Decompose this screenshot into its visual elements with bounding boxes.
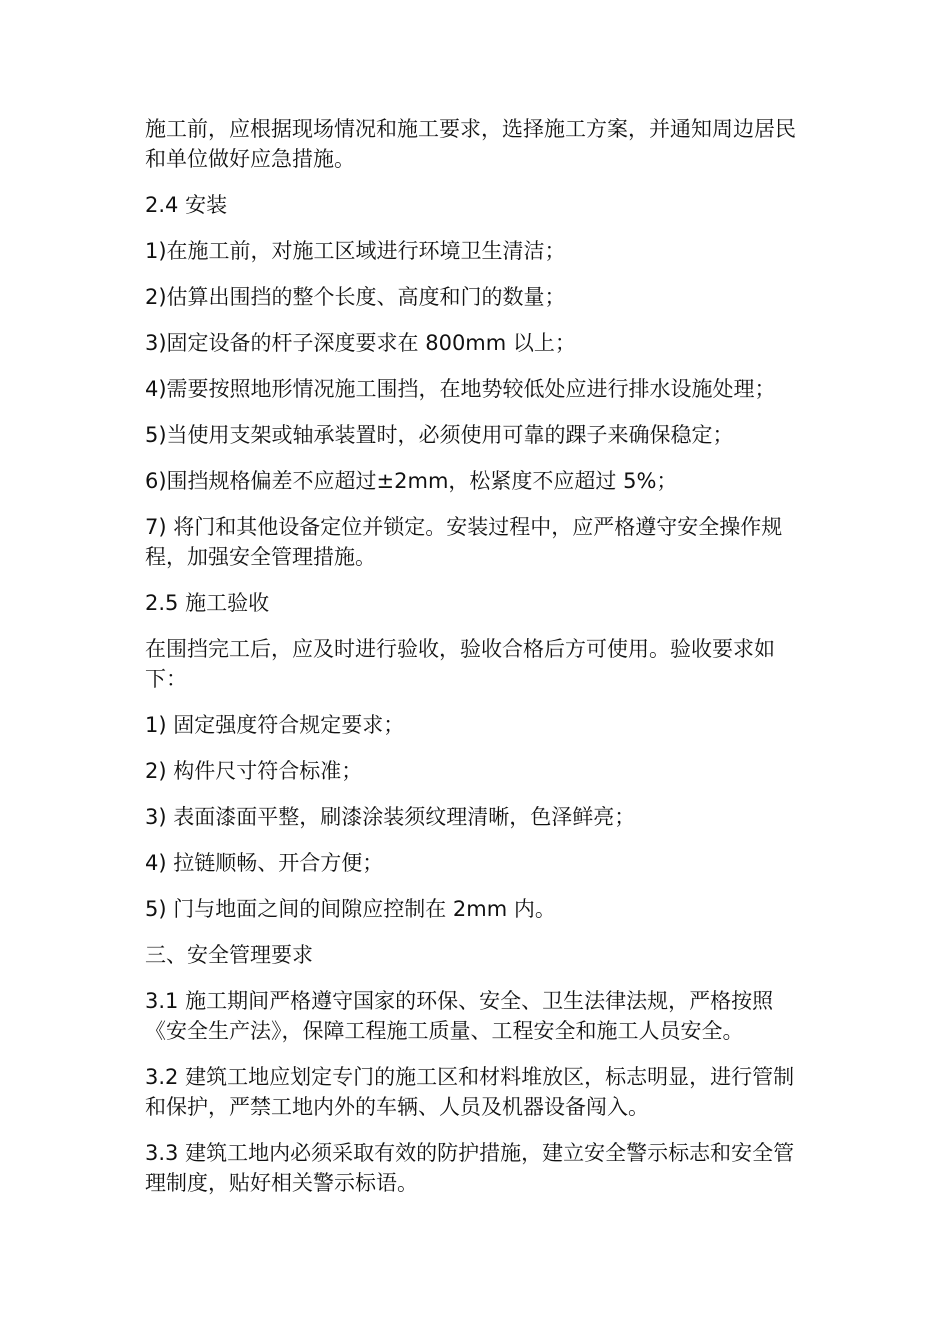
- paragraph-intro: 施工前，应根据现场情况和施工要求，选择施工方案，并通知周边居民和单位做好应急措施。: [145, 117, 796, 171]
- install-step-6: 6)围挡规格偏差不应超过±2mm，松紧度不应超过 5%；: [145, 469, 678, 493]
- acceptance-item-1: 1) 固定强度符合规定要求；: [145, 713, 405, 737]
- acceptance-intro: 在围挡完工后，应及时进行验收，验收合格后方可使用。验收要求如下：: [145, 637, 775, 691]
- section-heading-3: 三、安全管理要求: [145, 943, 313, 967]
- acceptance-item-4: 4) 拉链顺畅、开合方便；: [145, 851, 384, 875]
- install-step-5: 5)当使用支架或轴承装置时，必须使用可靠的踝子来确保稳定；: [145, 423, 734, 447]
- acceptance-item-2: 2) 构件尺寸符合标准；: [145, 759, 363, 783]
- acceptance-item-5: 5) 门与地面之间的间隙应控制在 2mm 内。: [145, 897, 556, 921]
- install-step-3: 3)固定设备的杆子深度要求在 800mm 以上；: [145, 331, 576, 355]
- section-heading-2-4: 2.4 安装: [145, 193, 228, 217]
- safety-item-3-3: 3.3 建筑工地内必须采取有效的防护措施，建立安全警示标志和安全管理制度，贴好相关警示标语。: [145, 1141, 795, 1195]
- install-step-2: 2)估算出围挡的整个长度、高度和门的数量；: [145, 285, 566, 309]
- install-step-7: 7) 将门和其他设备定位并锁定。安装过程中，应严格遵守安全操作规程，加强安全管理措施。: [145, 515, 783, 569]
- install-step-1: 1)在施工前，对施工区域进行环境卫生清洁；: [145, 239, 566, 263]
- safety-item-3-1: 3.1 施工期间严格遵守国家的环保、安全、卫生法律法规，严格按照《安全生产法》，保障工程施工质量、工程安全和施工人员安全。: [145, 989, 774, 1043]
- safety-item-3-2: 3.2 建筑工地应划定专门的施工区和材料堆放区，标志明显，进行管制和保护，严禁工地内外的车辆、人员及机器设备闯入。: [145, 1065, 795, 1119]
- acceptance-item-3: 3) 表面漆面平整，刷漆涂装须纹理清晰，色泽鲜亮；: [145, 805, 636, 829]
- section-heading-2-5: 2.5 施工验收: [145, 591, 270, 615]
- document-body: [145, 114, 815, 1214]
- install-step-4: 4)需要按照地形情况施工围挡，在地势较低处应进行排水设施处理；: [145, 377, 776, 401]
